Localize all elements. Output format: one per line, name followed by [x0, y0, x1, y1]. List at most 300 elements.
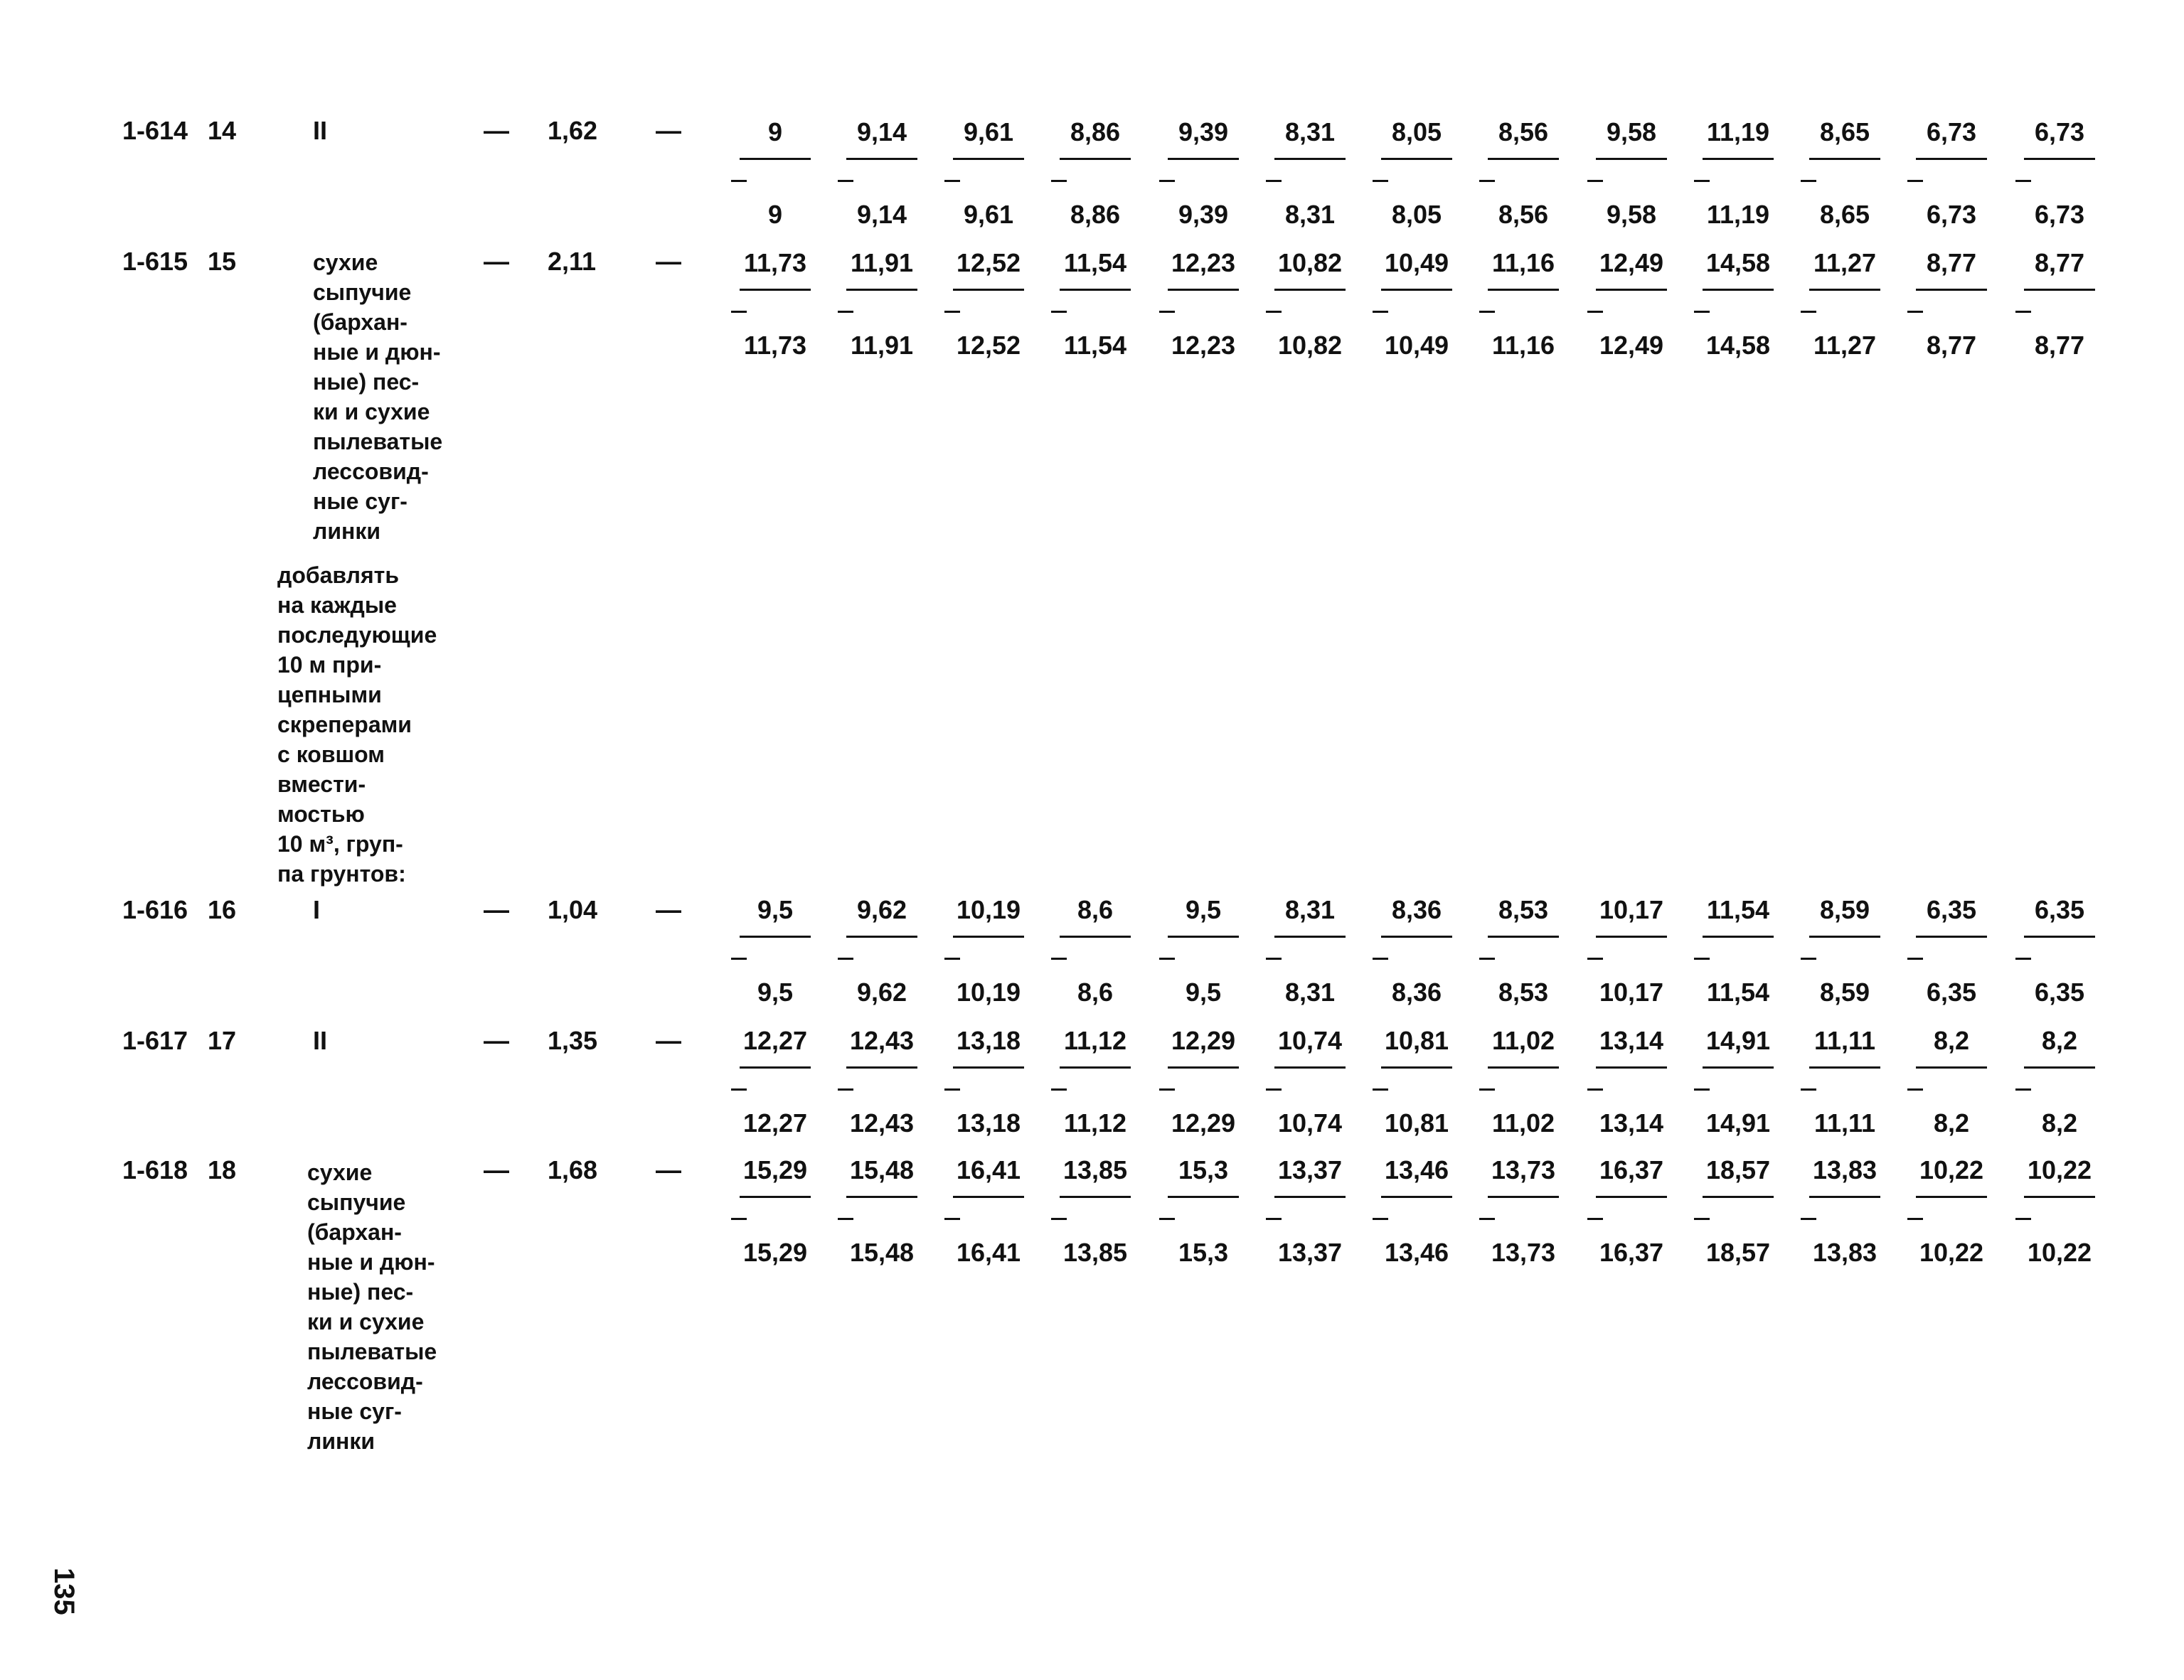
value-numerator: 11,11	[1813, 1026, 1876, 1055]
value-numerator: 11,02	[1491, 1026, 1555, 1055]
dash-mark	[1051, 311, 1067, 313]
row-code: 1-615	[122, 247, 188, 276]
value-cell	[1474, 119, 1573, 228]
value-numerator: 11,27	[1813, 248, 1877, 277]
dash-cell: —	[484, 116, 509, 145]
fraction-bar	[1488, 158, 1559, 160]
value-cell	[1045, 1157, 1145, 1266]
value-numerator: 9,62	[856, 895, 907, 924]
value-denominator: 8,31	[1284, 978, 1336, 1007]
fraction-bar	[1596, 1196, 1667, 1198]
value-cell	[1795, 1028, 1895, 1136]
value-denominator: 10,74	[1277, 1108, 1343, 1138]
value-numerator: 13,83	[1812, 1155, 1877, 1184]
value-denominator: 6,73	[2034, 200, 2085, 229]
value-denominator: 11,73	[743, 331, 807, 360]
fraction-bar	[1381, 1196, 1452, 1198]
fraction-bar	[1596, 1066, 1667, 1069]
dash-mark	[1479, 180, 1495, 182]
value-cell	[1688, 1028, 1788, 1136]
value-numerator: 15,48	[849, 1155, 915, 1184]
value-denominator: 6,35	[2034, 978, 2085, 1007]
value-cell	[939, 119, 1038, 228]
fraction-bar	[1916, 1196, 1987, 1198]
value-cell	[1260, 1157, 1360, 1266]
value-cell	[1902, 250, 2001, 358]
row-number: 14	[208, 116, 237, 145]
value-cell	[1474, 897, 1573, 1005]
value-cell	[1154, 250, 1253, 358]
value-numerator: 9,61	[963, 117, 1014, 146]
value-cell	[725, 1028, 825, 1136]
value-cell	[1688, 119, 1788, 228]
value-numerator: 12,27	[742, 1026, 808, 1055]
fraction-bar	[1168, 936, 1239, 938]
coefficient-cell: 1,68	[548, 1155, 598, 1184]
fraction-bar	[1809, 289, 1880, 291]
value-denominator: 6,35	[1926, 978, 1977, 1007]
value-cell	[832, 119, 932, 228]
dash-mark	[1479, 958, 1495, 960]
fraction-bar	[1703, 289, 1774, 291]
dash-mark	[1694, 1088, 1710, 1091]
value-cell	[1154, 1157, 1253, 1266]
coefficient-cell: 1,35	[548, 1026, 598, 1055]
fraction-bar	[1809, 936, 1880, 938]
dash-mark	[1694, 311, 1710, 313]
value-denominator: 9,5	[1185, 978, 1222, 1007]
fraction-bar	[1274, 936, 1346, 938]
row-code: 1-616	[122, 895, 188, 924]
dash-mark	[731, 1088, 747, 1091]
value-cell	[1260, 1028, 1360, 1136]
fraction-bar	[1703, 1066, 1774, 1069]
fraction-bar	[740, 289, 811, 291]
fraction-bar	[953, 1066, 1024, 1069]
value-numerator: 8,56	[1498, 117, 1549, 146]
dash-mark	[731, 1218, 747, 1220]
value-denominator: 13,46	[1384, 1238, 1449, 1267]
value-cell	[1582, 897, 1681, 1005]
fraction-bar	[1916, 289, 1987, 291]
fraction-bar	[1060, 289, 1131, 291]
value-numerator: 8,77	[1926, 248, 1977, 277]
value-numerator: 13,73	[1491, 1155, 1556, 1184]
value-cell	[1902, 897, 2001, 1005]
value-denominator: 11,02	[1491, 1108, 1555, 1138]
value-cell	[2010, 1028, 2109, 1136]
value-cell	[1902, 1157, 2001, 1266]
fraction-bar	[1060, 158, 1131, 160]
value-numerator: 12,29	[1171, 1026, 1236, 1055]
value-numerator: 12,23	[1171, 248, 1236, 277]
value-denominator: 11,11	[1813, 1108, 1876, 1138]
value-denominator: 9,58	[1606, 200, 1657, 229]
dash-cell: —	[484, 895, 509, 924]
dash-mark	[1907, 1218, 1923, 1220]
value-numerator: 10,49	[1384, 248, 1449, 277]
value-denominator: 10,82	[1277, 331, 1343, 360]
fraction-bar	[1274, 1066, 1346, 1069]
fraction-bar	[846, 1196, 917, 1198]
value-cell	[1154, 1028, 1253, 1136]
dash-mark	[1266, 311, 1282, 313]
value-numerator: 6,35	[2034, 895, 2085, 924]
value-denominator: 16,37	[1599, 1238, 1664, 1267]
value-numerator: 13,46	[1384, 1155, 1449, 1184]
soil-group: I	[313, 895, 321, 924]
value-cell	[1045, 1028, 1145, 1136]
value-numerator: 10,19	[956, 895, 1021, 924]
row-code: 1-614	[122, 116, 188, 145]
dash-mark	[944, 1218, 960, 1220]
dash-mark	[944, 958, 960, 960]
dash-mark	[2015, 180, 2031, 182]
fraction-bar	[740, 1066, 811, 1069]
value-denominator: 12,29	[1171, 1108, 1236, 1138]
row-code: 1-618	[122, 1155, 188, 1184]
value-cell	[832, 1028, 932, 1136]
value-numerator: 6,35	[1926, 895, 1977, 924]
value-numerator: 8,05	[1391, 117, 1442, 146]
value-cell	[939, 250, 1038, 358]
fraction-bar	[1703, 1196, 1774, 1198]
dash-mark	[1266, 1218, 1282, 1220]
row-code: 1-617	[122, 1026, 188, 1055]
value-cell	[1260, 250, 1360, 358]
value-numerator: 9,5	[1185, 895, 1222, 924]
dash-mark	[1159, 1218, 1175, 1220]
value-denominator: 10,19	[956, 978, 1021, 1007]
dash-mark	[1373, 180, 1388, 182]
value-denominator: 8,05	[1391, 200, 1442, 229]
value-denominator: 12,27	[742, 1108, 808, 1138]
value-cell	[832, 1157, 932, 1266]
fraction-bar	[846, 158, 917, 160]
value-cell	[1260, 897, 1360, 1005]
fraction-bar	[740, 158, 811, 160]
row-number: 16	[208, 895, 237, 924]
dash-mark	[731, 180, 747, 182]
dash-mark	[1051, 1218, 1067, 1220]
value-numerator: 9	[767, 117, 783, 146]
fraction-bar	[1168, 1196, 1239, 1198]
value-numerator: 8,6	[1077, 895, 1114, 924]
dash-mark	[1159, 180, 1175, 182]
value-cell	[939, 897, 1038, 1005]
fraction-bar	[953, 289, 1024, 291]
dash-mark	[1587, 1218, 1603, 1220]
value-cell	[939, 1157, 1038, 1266]
value-denominator: 13,37	[1277, 1238, 1343, 1267]
value-numerator: 10,22	[1919, 1155, 1984, 1184]
value-numerator: 12,52	[956, 248, 1021, 277]
value-denominator: 13,73	[1491, 1238, 1556, 1267]
value-cell	[1154, 897, 1253, 1005]
value-cell	[1688, 1157, 1788, 1266]
dash-mark	[1587, 1088, 1603, 1091]
fraction-bar	[1168, 289, 1239, 291]
value-denominator: 8,6	[1077, 978, 1114, 1007]
value-numerator: 10,17	[1599, 895, 1664, 924]
value-numerator: 13,14	[1599, 1026, 1664, 1055]
value-denominator: 9,5	[757, 978, 794, 1007]
dash-mark	[1373, 1218, 1388, 1220]
value-numerator: 8,77	[2034, 248, 2085, 277]
soil-group: II	[313, 116, 328, 145]
value-denominator: 8,77	[1926, 331, 1977, 360]
fraction-bar	[2024, 1196, 2095, 1198]
value-cell	[2010, 119, 2109, 228]
value-numerator: 15,3	[1178, 1155, 1229, 1184]
fraction-bar	[1274, 1196, 1346, 1198]
value-cell	[1367, 1028, 1466, 1136]
dash-mark	[1801, 1088, 1816, 1091]
fraction-bar	[1381, 1066, 1452, 1069]
value-denominator: 9,39	[1178, 200, 1229, 229]
fraction-bar	[2024, 1066, 2095, 1069]
dash-mark	[1051, 1088, 1067, 1091]
value-denominator: 13,18	[956, 1108, 1021, 1138]
value-cell	[1474, 1028, 1573, 1136]
value-cell	[1045, 119, 1145, 228]
value-numerator: 9,58	[1606, 117, 1657, 146]
dash-mark	[838, 180, 853, 182]
coefficient-cell: 1,62	[548, 116, 598, 145]
value-cell	[1582, 1157, 1681, 1266]
value-denominator: 11,54	[1063, 331, 1127, 360]
fraction-bar	[1168, 158, 1239, 160]
value-cell	[1367, 897, 1466, 1005]
value-denominator: 13,85	[1062, 1238, 1128, 1267]
value-denominator: 11,12	[1063, 1108, 1127, 1138]
value-cell	[2010, 897, 2109, 1005]
dash-mark	[1907, 180, 1923, 182]
dash-mark	[1479, 311, 1495, 313]
value-cell	[1688, 897, 1788, 1005]
fraction-bar	[953, 1196, 1024, 1198]
dash-mark	[1479, 1218, 1495, 1220]
value-cell	[2010, 250, 2109, 358]
value-denominator: 8,31	[1284, 200, 1336, 229]
value-numerator: 12,43	[849, 1026, 915, 1055]
dash-mark	[1266, 958, 1282, 960]
value-denominator: 8,77	[2034, 331, 2085, 360]
value-cell	[1582, 250, 1681, 358]
dash-cell: —	[656, 1026, 681, 1055]
fraction-bar	[1168, 1066, 1239, 1069]
value-numerator: 13,18	[956, 1026, 1021, 1055]
value-denominator: 12,23	[1171, 331, 1236, 360]
row-number: 17	[208, 1026, 237, 1055]
value-cell	[1367, 1157, 1466, 1266]
dash-mark	[1051, 180, 1067, 182]
dash-mark	[731, 958, 747, 960]
fraction-bar	[1596, 936, 1667, 938]
dash-mark	[1694, 1218, 1710, 1220]
value-numerator: 8,53	[1498, 895, 1549, 924]
value-denominator: 15,48	[849, 1238, 915, 1267]
value-cell	[1582, 119, 1681, 228]
value-cell	[1154, 119, 1253, 228]
dash-mark	[731, 311, 747, 313]
value-cell	[725, 1157, 825, 1266]
value-denominator: 15,29	[742, 1238, 808, 1267]
value-cell	[1582, 1028, 1681, 1136]
value-denominator: 11,27	[1813, 331, 1877, 360]
soil-group: II	[313, 1026, 328, 1055]
value-denominator: 10,49	[1384, 331, 1449, 360]
additional-note: добавлять на каждые последующие 10 м при- цепными скреперами с ковшом вмести- мостью 10 м³, груп- па грунтов:	[277, 562, 437, 887]
value-numerator: 11,54	[1063, 248, 1127, 277]
value-denominator: 11,91	[850, 331, 914, 360]
value-numerator: 18,57	[1705, 1155, 1771, 1184]
value-numerator: 15,29	[742, 1155, 808, 1184]
value-cell	[1795, 250, 1895, 358]
value-denominator: 8,2	[2041, 1108, 2078, 1138]
value-numerator: 6,73	[1926, 117, 1977, 146]
value-cell	[1902, 119, 2001, 228]
value-numerator: 8,2	[1933, 1026, 1970, 1055]
value-cell	[832, 897, 932, 1005]
dash-mark	[1373, 958, 1388, 960]
value-denominator: 12,49	[1599, 331, 1664, 360]
dash-cell: —	[656, 116, 681, 145]
value-cell	[725, 897, 825, 1005]
soil-description: сухие сыпучие (бархан- ные и дюн- ные) пес- ки и сухие пылеватые лессовид- ные суг- линки	[313, 250, 443, 544]
value-numerator: 10,22	[2027, 1155, 2092, 1184]
value-numerator: 11,54	[1706, 895, 1770, 924]
fraction-bar	[1916, 158, 1987, 160]
dash-mark	[1801, 180, 1816, 182]
dash-cell: —	[656, 1155, 681, 1184]
value-cell	[1795, 119, 1895, 228]
dash-mark	[2015, 1088, 2031, 1091]
value-numerator: 11,12	[1063, 1026, 1127, 1055]
fraction-bar	[1703, 158, 1774, 160]
fraction-bar	[1916, 1066, 1987, 1069]
value-cell	[1367, 119, 1466, 228]
value-denominator: 12,52	[956, 331, 1021, 360]
dash-mark	[1159, 311, 1175, 313]
fraction-bar	[1060, 1196, 1131, 1198]
value-denominator: 8,86	[1070, 200, 1121, 229]
value-numerator: 11,91	[850, 248, 914, 277]
dash-mark	[838, 958, 853, 960]
value-denominator: 14,91	[1705, 1108, 1771, 1138]
fraction-bar	[953, 158, 1024, 160]
value-cell	[1474, 1157, 1573, 1266]
value-denominator: 9	[767, 200, 783, 229]
dash-mark	[1587, 311, 1603, 313]
dash-mark	[1373, 1088, 1388, 1091]
value-denominator: 18,57	[1705, 1238, 1771, 1267]
value-numerator: 10,82	[1277, 248, 1343, 277]
value-cell	[1367, 250, 1466, 358]
dash-mark	[1373, 311, 1388, 313]
fraction-bar	[1809, 1066, 1880, 1069]
coefficient-cell: 1,04	[548, 895, 598, 924]
fraction-bar	[1916, 936, 1987, 938]
value-denominator: 13,14	[1599, 1108, 1664, 1138]
fraction-bar	[1809, 1196, 1880, 1198]
value-denominator: 8,2	[1933, 1108, 1970, 1138]
fraction-bar	[846, 1066, 917, 1069]
value-cell	[725, 119, 825, 228]
value-denominator: 10,81	[1384, 1108, 1449, 1138]
dash-mark	[1907, 958, 1923, 960]
dash-mark	[944, 311, 960, 313]
dash-mark	[944, 1088, 960, 1091]
dash-cell: —	[484, 1026, 509, 1055]
value-numerator: 10,74	[1277, 1026, 1343, 1055]
dash-mark	[1694, 180, 1710, 182]
value-numerator: 8,31	[1284, 117, 1336, 146]
value-denominator: 10,22	[1919, 1238, 1984, 1267]
value-denominator: 6,73	[1926, 200, 1977, 229]
value-numerator: 12,49	[1599, 248, 1664, 277]
dash-mark	[1159, 958, 1175, 960]
value-denominator: 8,53	[1498, 978, 1549, 1007]
dash-cell: —	[484, 247, 509, 276]
value-numerator: 16,37	[1599, 1155, 1664, 1184]
value-numerator: 11,16	[1491, 248, 1555, 277]
value-denominator: 12,43	[849, 1108, 915, 1138]
row-number: 15	[208, 247, 237, 276]
value-cell	[1045, 250, 1145, 358]
fraction-bar	[1488, 1196, 1559, 1198]
fraction-bar	[953, 936, 1024, 938]
value-numerator: 14,58	[1705, 248, 1771, 277]
fraction-bar	[1060, 1066, 1131, 1069]
value-denominator: 16,41	[956, 1238, 1021, 1267]
value-cell	[2010, 1157, 2109, 1266]
value-numerator: 10,81	[1384, 1026, 1449, 1055]
fraction-bar	[1596, 158, 1667, 160]
row-number: 18	[208, 1155, 237, 1184]
value-denominator: 9,62	[856, 978, 907, 1007]
value-cell	[1688, 250, 1788, 358]
value-numerator: 13,85	[1062, 1155, 1128, 1184]
value-numerator: 8,2	[2041, 1026, 2078, 1055]
fraction-bar	[2024, 289, 2095, 291]
dash-mark	[1801, 1218, 1816, 1220]
value-denominator: 9,61	[963, 200, 1014, 229]
value-denominator: 8,36	[1391, 978, 1442, 1007]
dash-mark	[944, 180, 960, 182]
fraction-bar	[1274, 289, 1346, 291]
dash-mark	[2015, 1218, 2031, 1220]
dash-mark	[2015, 958, 2031, 960]
value-numerator: 9,5	[757, 895, 794, 924]
fraction-bar	[740, 936, 811, 938]
page-number: 135	[48, 1568, 80, 1615]
dash-mark	[1907, 1088, 1923, 1091]
value-numerator: 14,91	[1705, 1026, 1771, 1055]
value-denominator: 9,14	[856, 200, 907, 229]
value-cell	[939, 1028, 1038, 1136]
value-numerator: 8,59	[1819, 895, 1870, 924]
value-denominator: 8,59	[1819, 978, 1870, 1007]
value-cell	[1474, 250, 1573, 358]
fraction-bar	[1488, 289, 1559, 291]
value-numerator: 16,41	[956, 1155, 1021, 1184]
dash-mark	[1266, 1088, 1282, 1091]
value-cell	[1795, 897, 1895, 1005]
value-cell	[1260, 119, 1360, 228]
value-cell	[1902, 1028, 2001, 1136]
dash-mark	[1587, 958, 1603, 960]
